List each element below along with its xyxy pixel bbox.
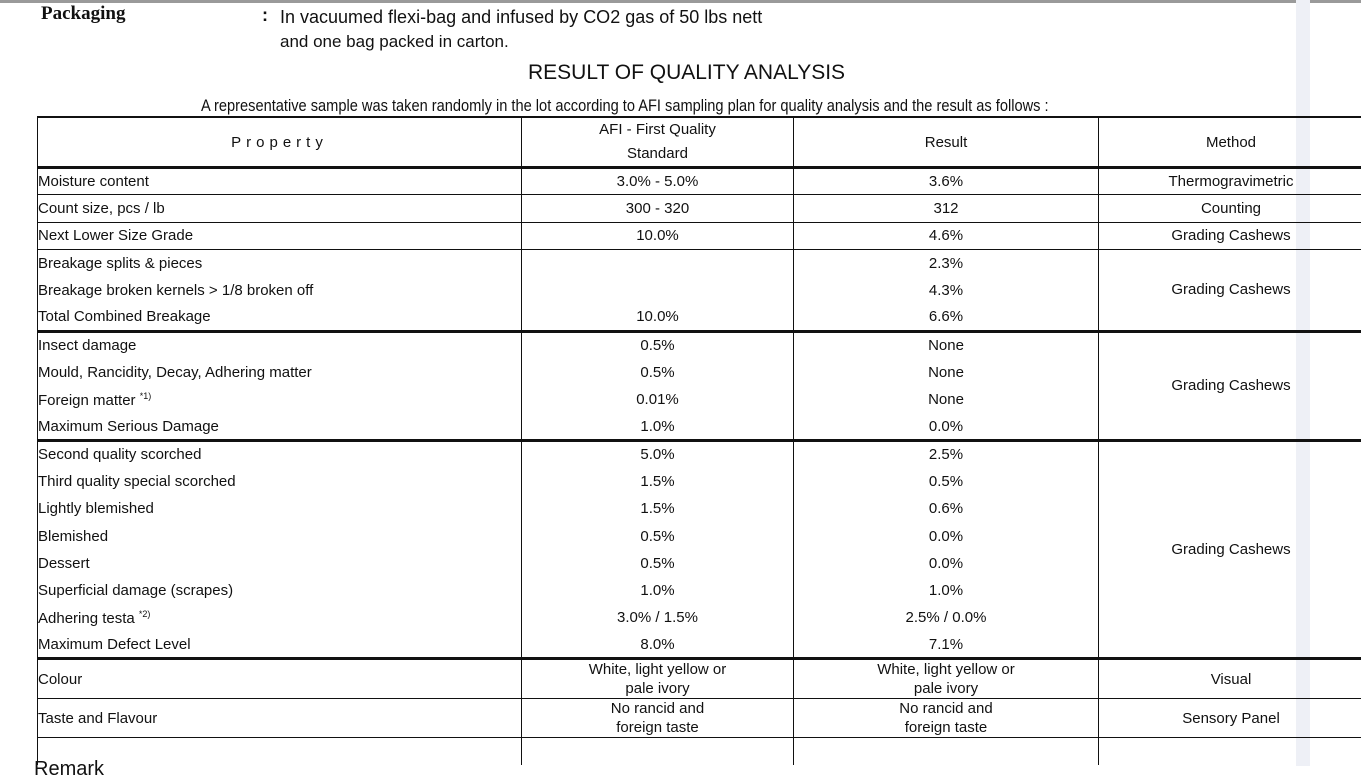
property-cell-total: Maximum Defect Level	[38, 632, 522, 659]
result-cell: 0.6%	[794, 495, 1099, 522]
header-afi-line2: Standard	[522, 142, 793, 166]
result-cell-line1: No rancid and	[794, 699, 1098, 718]
method-cell: Visual	[1099, 659, 1361, 699]
afi-cell-line2: foreign taste	[522, 718, 793, 737]
result-cell: 4.3%	[794, 277, 1099, 304]
result-cell: None	[794, 359, 1099, 386]
remark-cell	[38, 738, 522, 765]
property-text: Foreign matter	[38, 392, 136, 409]
property-cell-total: Maximum Serious Damage	[38, 413, 522, 440]
table-row	[38, 440, 1361, 467]
result-cell: 2.5% / 0.0%	[794, 604, 1099, 631]
result-cell-line1: White, light yellow or	[794, 660, 1098, 679]
result-cell-line2: foreign taste	[794, 718, 1098, 737]
property-cell: Next Lower Size Grade	[38, 222, 522, 249]
result-cell: 2.3%	[794, 249, 1099, 276]
afi-cell	[522, 659, 794, 699]
property-cell: Second quality scorched	[38, 440, 522, 467]
method-cell-breakage: Grading Cashews	[1099, 249, 1361, 331]
afi-cell	[522, 277, 794, 304]
header-method: Method	[1099, 117, 1361, 168]
analysis-title: RESULT OF QUALITY ANALYSIS	[528, 61, 845, 85]
property-cell: Count size, pcs / lb	[38, 195, 522, 222]
packaging-text-line2: and one bag packed in carton.	[280, 32, 509, 52]
table-row	[38, 659, 1361, 699]
afi-cell: 1.0%	[522, 413, 794, 440]
result-cell: 0.0%	[794, 550, 1099, 577]
afi-cell: 1.0%	[522, 577, 794, 604]
afi-cell-line2: pale ivory	[522, 679, 793, 698]
table-header-row	[38, 117, 1361, 168]
afi-cell: 0.5%	[522, 550, 794, 577]
result-cell: 4.6%	[794, 222, 1099, 249]
property-cell: Moisture content	[38, 168, 522, 195]
result-cell: 0.0%	[794, 413, 1099, 440]
property-text: Adhering testa	[38, 610, 135, 627]
property-cell: Third quality special scorched	[38, 468, 522, 495]
table-row	[38, 331, 1361, 358]
property-cell: Breakage splits & pieces	[38, 249, 522, 276]
header-afi-standard	[522, 117, 794, 168]
header-afi-line1: AFI - First Quality	[522, 118, 793, 142]
property-cell: Superficial damage (scrapes)	[38, 577, 522, 604]
remark-cell	[1099, 738, 1361, 765]
property-cell	[38, 386, 522, 413]
afi-cell: 10.0%	[522, 304, 794, 331]
property-cell: Blemished	[38, 522, 522, 549]
table-row	[38, 699, 1361, 738]
afi-cell: 0.01%	[522, 386, 794, 413]
table-row	[38, 195, 1361, 222]
result-cell-line2: pale ivory	[794, 679, 1098, 698]
quality-analysis-table	[37, 116, 1361, 765]
table-row-remark	[38, 738, 1361, 765]
afi-cell-line1: White, light yellow or	[522, 660, 793, 679]
property-cell-total: Total Combined Breakage	[38, 304, 522, 331]
header-result: Result	[794, 117, 1099, 168]
afi-cell: 300 - 320	[522, 195, 794, 222]
property-cell	[38, 604, 522, 631]
footnote-mark: *2)	[139, 609, 151, 619]
footnote-mark: *1)	[140, 391, 152, 401]
method-cell-defect: Grading Cashews	[1099, 440, 1361, 658]
afi-cell-line1: No rancid and	[522, 699, 793, 718]
afi-cell: 0.5%	[522, 522, 794, 549]
remark-label: Remark	[34, 758, 104, 781]
result-cell: 1.0%	[794, 577, 1099, 604]
afi-cell: 0.5%	[522, 331, 794, 358]
method-cell: Thermogravimetric	[1099, 168, 1361, 195]
table-row	[38, 249, 1361, 276]
afi-cell: 10.0%	[522, 222, 794, 249]
property-cell: Insect damage	[38, 331, 522, 358]
method-cell: Counting	[1099, 195, 1361, 222]
result-cell: 0.5%	[794, 468, 1099, 495]
property-cell: Colour	[38, 659, 522, 699]
result-cell: 2.5%	[794, 440, 1099, 467]
afi-cell: 3.0% / 1.5%	[522, 604, 794, 631]
analysis-intro: A representative sample was taken randomly in the lot according to AFI sampling plan for quality analysis and the result as follows :	[201, 96, 1049, 116]
result-cell: 7.1%	[794, 632, 1099, 659]
method-cell: Grading Cashews	[1099, 222, 1361, 249]
table-row	[38, 168, 1361, 195]
afi-cell: 1.5%	[522, 468, 794, 495]
table-row	[38, 222, 1361, 249]
result-cell	[794, 699, 1099, 738]
packaging-colon: :	[262, 5, 268, 26]
afi-cell: 5.0%	[522, 440, 794, 467]
property-cell: Dessert	[38, 550, 522, 577]
result-cell: 0.0%	[794, 522, 1099, 549]
afi-cell: 8.0%	[522, 632, 794, 659]
remark-cell	[522, 738, 794, 765]
afi-cell	[522, 699, 794, 738]
afi-cell: 1.5%	[522, 495, 794, 522]
result-cell: 312	[794, 195, 1099, 222]
result-cell: None	[794, 386, 1099, 413]
method-cell-serious: Grading Cashews	[1099, 331, 1361, 440]
afi-cell	[522, 249, 794, 276]
afi-cell: 0.5%	[522, 359, 794, 386]
method-cell: Sensory Panel	[1099, 699, 1361, 738]
property-cell: Mould, Rancidity, Decay, Adhering matter	[38, 359, 522, 386]
result-cell: 3.6%	[794, 168, 1099, 195]
result-cell	[794, 659, 1099, 699]
page-top-edge	[0, 0, 1361, 3]
header-property: Property	[38, 117, 522, 168]
afi-cell: 3.0% - 5.0%	[522, 168, 794, 195]
packaging-label: Packaging	[41, 3, 125, 25]
packaging-text-line1: In vacuumed flexi-bag and infused by CO2 gas of 50 lbs nett	[280, 7, 762, 28]
result-cell: 6.6%	[794, 304, 1099, 331]
property-cell: Lightly blemished	[38, 495, 522, 522]
property-cell: Taste and Flavour	[38, 699, 522, 738]
remark-cell	[794, 738, 1099, 765]
result-cell: None	[794, 331, 1099, 358]
property-cell: Breakage broken kernels > 1/8 broken off	[38, 277, 522, 304]
